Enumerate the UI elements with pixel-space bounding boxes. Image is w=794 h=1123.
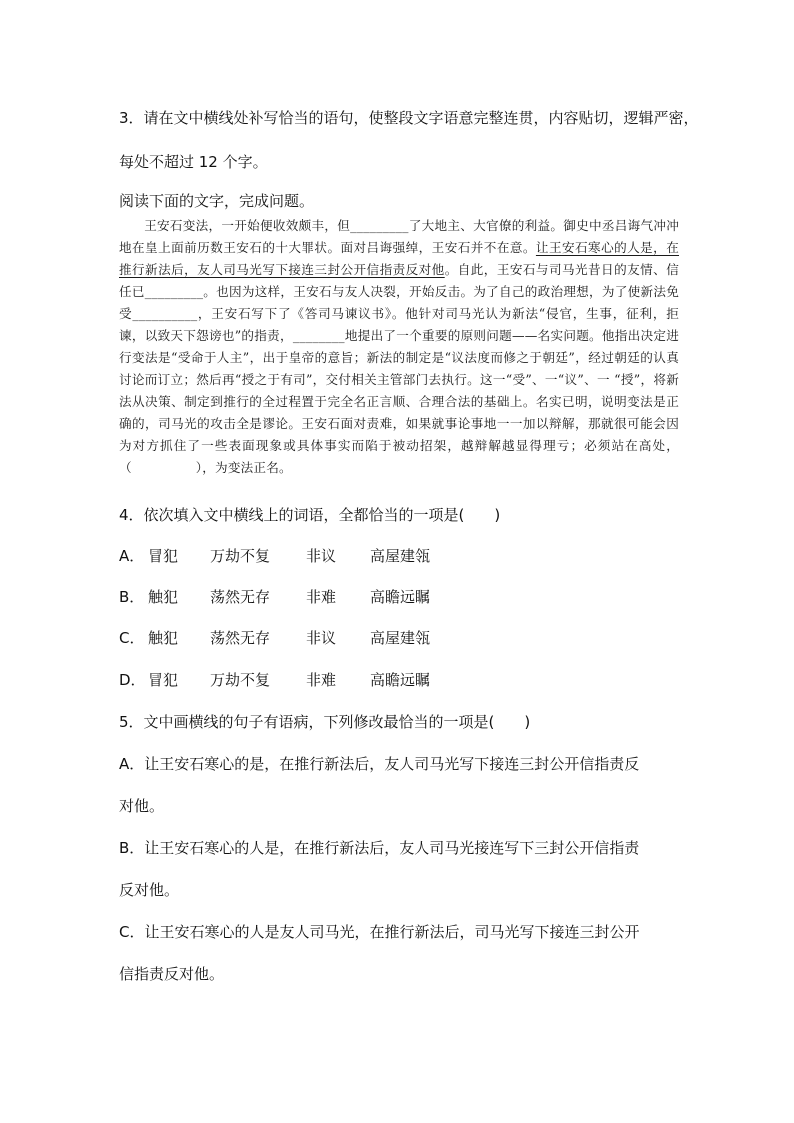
- option-word: 高屋建瓴: [370, 629, 431, 647]
- option-word: 高瞻远瞩: [370, 671, 431, 689]
- q5-option-c-line-2: 信指责反对他。: [119, 965, 225, 983]
- q3-line-1: 3．请在文中横线处补写恰当的语句，使整段文字语意完整连贯，内容贴切，逻辑严密，: [119, 109, 699, 127]
- option-word: 非难: [306, 588, 337, 606]
- option-word: 荡然无存: [210, 629, 271, 647]
- underlined-sentence: 让王安石寒心的人是，在推行新法后，友人司马光写下接连三封公开信指责反对他: [119, 240, 680, 277]
- q4-question: 4．依次填入文中横线上的词语，全都恰当的一项是( ): [119, 506, 501, 524]
- passage-part-1: 王安石变法，一开始便收效颇丰，但_________了大地主、大官僚的利益。御史中丞吕诲气冲冲地在皇上面前历数王安石的十大罪状。面对吕诲强绰，王安石并不在意。: [119, 218, 679, 255]
- option-letter: B．: [119, 588, 145, 606]
- reading-passage: [119, 215, 679, 479]
- q5-option-b-line-2: 反对他。: [119, 881, 180, 899]
- option-word: 荡然无存: [210, 588, 271, 606]
- q5-question: 5．文中画横线的句子有语病，下列修改最恰当的一项是( ): [119, 713, 531, 731]
- q4-option-d: [119, 669, 430, 690]
- passage-part-2: 。自此，王安石与司马光昔日的友情、信任已_________。也因为这样，王安石与友人决裂，开始反击。为了自己的政治理想，为了使新法免受__________，王安石写下了《答司马谏议书》。他针对司马光认为新法“侵官，生事，征利，拒谏，以致天下怨谤也”的指责，________地提出了一个重要的原则问题——名实问题。他指出决定进行变法是“受命于人主”，出于皇帝的意旨；新法的制定是“议法度而修之于朝廷”，经过朝廷的认真讨论而订立；然后再“授之于有司”，交付相关主管部门去执行。这一“受”、一“议”、一 “授”，将新法从决策、制定到推行的全过程置于完全名正言顺、合理合法的基础上。名实已明，说明变法是正确的，司马光的攻击全是谬论。王安石面对责难，如果就事论事地一一加以辩解，那就很可能会因为对方抓住了一些表面现象或具体事实而陷于被动招架，越辩解越显得理亏；必须站在高处，（ ），为变法正名。: [119, 262, 679, 475]
- option-word: 触犯: [148, 588, 179, 606]
- option-word: 非议: [306, 629, 337, 647]
- option-word: 冒犯: [148, 547, 179, 565]
- q5-option-a-line-2: 对他。: [119, 797, 165, 815]
- q4-option-b: [119, 586, 430, 607]
- option-word: 万劫不复: [210, 671, 271, 689]
- q4-option-a: [119, 545, 430, 566]
- option-word: 非议: [306, 547, 337, 565]
- option-letter: A．: [119, 547, 145, 565]
- q5-option-c-line-1: C．让王安石寒心的人是友人司马光，在推行新法后，司马光写下接连三封公开: [119, 923, 640, 941]
- option-letter: D．: [119, 671, 146, 689]
- reading-intro: 阅读下面的文字，完成问题。: [119, 192, 315, 210]
- q3-line-2: 每处不超过 12 个字。: [119, 153, 268, 171]
- option-word: 高瞻远瞩: [370, 588, 431, 606]
- q5-option-b-line-1: B．让王安石寒心的人是，在推行新法后，友人司马光接连写下三封公开信指责: [119, 839, 640, 857]
- option-word: 万劫不复: [210, 547, 271, 565]
- q5-option-a-line-1: A．让王安石寒心的是，在推行新法后，友人司马光写下接连三封公开信指责反: [119, 755, 640, 773]
- option-word: 冒犯: [148, 671, 179, 689]
- option-letter: C．: [119, 629, 145, 647]
- q4-option-c: [119, 627, 430, 648]
- option-word: 高屋建瓴: [370, 547, 431, 565]
- option-word: 非难: [306, 671, 337, 689]
- option-word: 触犯: [148, 629, 179, 647]
